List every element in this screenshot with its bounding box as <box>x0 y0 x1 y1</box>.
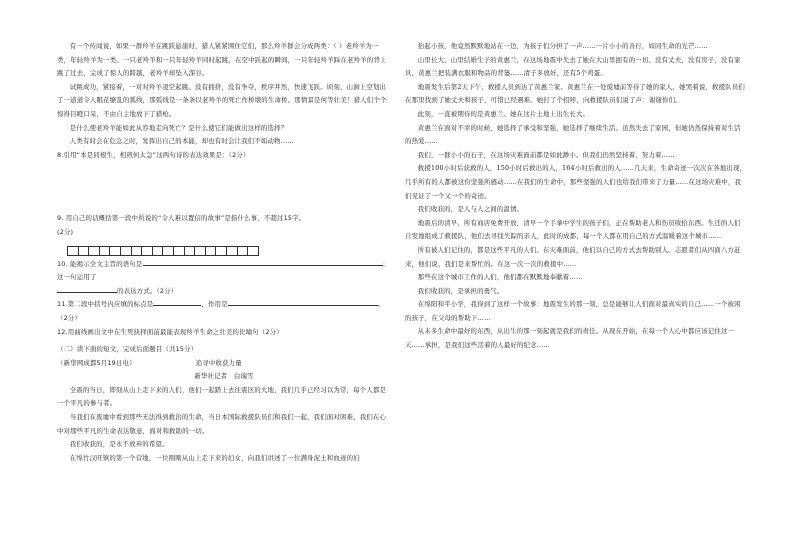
paragraph: 救援100小时后获救的人，150小时后救出的人，164小时后救出的人……几天来，生命奇迹一次次在各地出现，几乎所有的人都被这份坚强所感动……在我们的生命中，那些坚强的人们也给我们带来了力量……在这场灾难中，我们见证了一个又一个的奇迹。 <box>405 164 747 200</box>
section-heading: （二）读下面的短文，完成后面题目（共15分） <box>57 345 198 354</box>
question-10-cont: 的表达方式。（2分） <box>57 285 391 299</box>
paragraph: 所有被人们记住的，都是这些平凡的人们。在灾难面前，他们以自己的方式去帮助别人。志愿者们从四面八方赶来，他们说，我们是来帮忙的。在这一次一次的救援中…… <box>405 245 741 268</box>
question-10: 10. 能揭示全文主旨的语句是 ；这一句运用了 <box>57 259 390 282</box>
paragraph: 当我们在废墟中看到那些无法得到救治的生命，当日本国际救援队员们和我们一起，我们面对困难，我们在心中对那些平凡的生命表达敬意，面对和救助的一切。 <box>57 413 387 435</box>
paragraph: 地震后的清早，所有商店免费开放，清早一个手拿中学生的孩子们，正在帮助老人和伤员收拾东西。生还的人们自发地组成了救援队，他们去寻找失踪的亲人，此时的成都，每一个人都在用自己的方式温暖着这个城市…… <box>405 218 741 241</box>
paragraph: 地震发生后第2天下午，救援人员到达了黄惠兰家。黄惠兰在一处废墟前等待了她的家人，她哭着说，救援队员们在那里找到了她丈夫和孩子，可惜已经遇难。她打了个招呼，向救援队员们说了声：谢谢你们。 <box>405 82 746 105</box>
paragraph: 在绵竹汉旺镇的第一个营地，一位刚刚从山上走下来的妇女，向我们讲述了一位满身泥土和血迹的妇 <box>69 453 360 462</box>
answer-blank[interactable] <box>57 286 117 293</box>
paragraph: 此刻，一直被期待的是黄惠兰。她在这片土地上出生长大。 <box>417 109 590 118</box>
paragraph: 在绵阳和平小学，我得到了这样一个故事：地震发生的那一刻，总是能够让人们面对最真实的自己……一个被困的孩子，在父母的帮助下…… <box>405 300 741 322</box>
news-dateline: （新华网成都5月19日电） 追寻中收获力量 <box>57 358 242 367</box>
paragraph: 那些在这个城市工作的人们，他们都在默默地奉献着…… <box>417 273 583 282</box>
paragraph: 我们收获的，是承担的勇气。 <box>417 286 504 295</box>
answer-blank[interactable] <box>153 299 201 306</box>
answer-blank[interactable] <box>228 299 378 306</box>
paragraph: 我们收获的，是永不放弃的希望。 <box>69 440 169 449</box>
paragraph: 是什么使老羚羊能如此从容地走向死亡？是什么使它们能做出这样的选择？ <box>69 123 288 132</box>
news-reporter: 新华社记者 白瑞雪 <box>194 372 254 381</box>
question-11: 11.第二段中括号内应填的标点是 ，作用是 。（2分） <box>57 300 385 322</box>
right-column <box>405 40 747 353</box>
news-title: 追寻中收获力量 <box>195 358 242 367</box>
question-8: 8.引用“本是同根生，相煎何太急”这两句诗的表达效果是：（2分） <box>57 150 250 159</box>
paragraph: 从未多生命中最好的东西，从出生的那一刻起就是我们的责任。从现在开始，在每一个人心中都应该记住这一天……承担，是我们这些活着的人最好的纪念…… <box>405 327 735 350</box>
question-12: 12.用曲线画出文中在生死抉择面前最能表现羚羊生命之壮美的比喻句（2分） <box>57 327 283 336</box>
answer-blank[interactable] <box>143 259 383 266</box>
paragraph: 我们，一群小小的石子，在这场灾难面前都是如此渺小。但我们仍然坚持着，努力着…… <box>417 150 675 159</box>
paragraph: 试跳成功，紧接着，一对对羚羊凌空起跳。没有拥挤，没有争夺，秩序井然，快速飞跃。顷刻，山涧上空划出了一道道令人眼花缭乱的弧线，那弧线是一条条以老羚羊的死亡作桥墩的生命桥。那情景是何等壮美！猎人们个个惊得目瞪口呆，不由自主地放下了猎枪。 <box>57 82 387 118</box>
answer-grid[interactable] <box>67 246 391 256</box>
paragraph: 有一个传闻说，如果一群羚羊在跳跃悬崖时，猎人紧紧围住它们，那么羚羊群会分成两类：（ ）老羚羊为一类，年轻羚羊为一类。一只老羚羊和一只年轻羚羊同时起跳，在空中跃起的瞬间，一只年轻羚羊踩在老羚羊的背上跳了过去，完成了惊人的跨越，老羚羊却坠入深谷。 <box>57 42 387 78</box>
paragraph: 黄惠兰在面对不幸的时候，她选择了承受和坚强，她选择了继续生活。虽然失去了家园，但她仍然保持着对生活的热爱…… <box>405 123 741 146</box>
question-9: 9. 用自己的话概括第一段中所说的“令人难以置信的故事”是指什么事，不超过15字。 <box>57 214 306 223</box>
paragraph: 山里长大、山里结婚生子的黄惠兰，在这场地震中失去了她在大山里拥有的一切。没有丈夫，没有房子，没有家具，黄惠兰把装满衣服和物品的背篓……清子多放好，还有5个鸡蛋。 <box>405 55 741 78</box>
answer-space <box>57 162 391 212</box>
paragraph: 全震的当日，即刻从山上走下来的人们，他们一起踏上去往震区的大地，我们几乎已经习以为常，每个人都是一个平凡的参与者。 <box>57 385 387 408</box>
question-9-score: (2分) <box>57 227 74 236</box>
left-column <box>57 40 391 465</box>
paragraph: 我们收获的，是人与人之间的温情。 <box>417 205 524 214</box>
paragraph: 抬起小孩，他竟然默默地站在一边，为孩子们分担了一声……一片小小的善行，如同生命的光芒…… <box>417 42 708 50</box>
paragraph: 人类有时会在危急之时，发挥出自己的本能，却也有时会让我们不如动物…… <box>69 137 294 146</box>
